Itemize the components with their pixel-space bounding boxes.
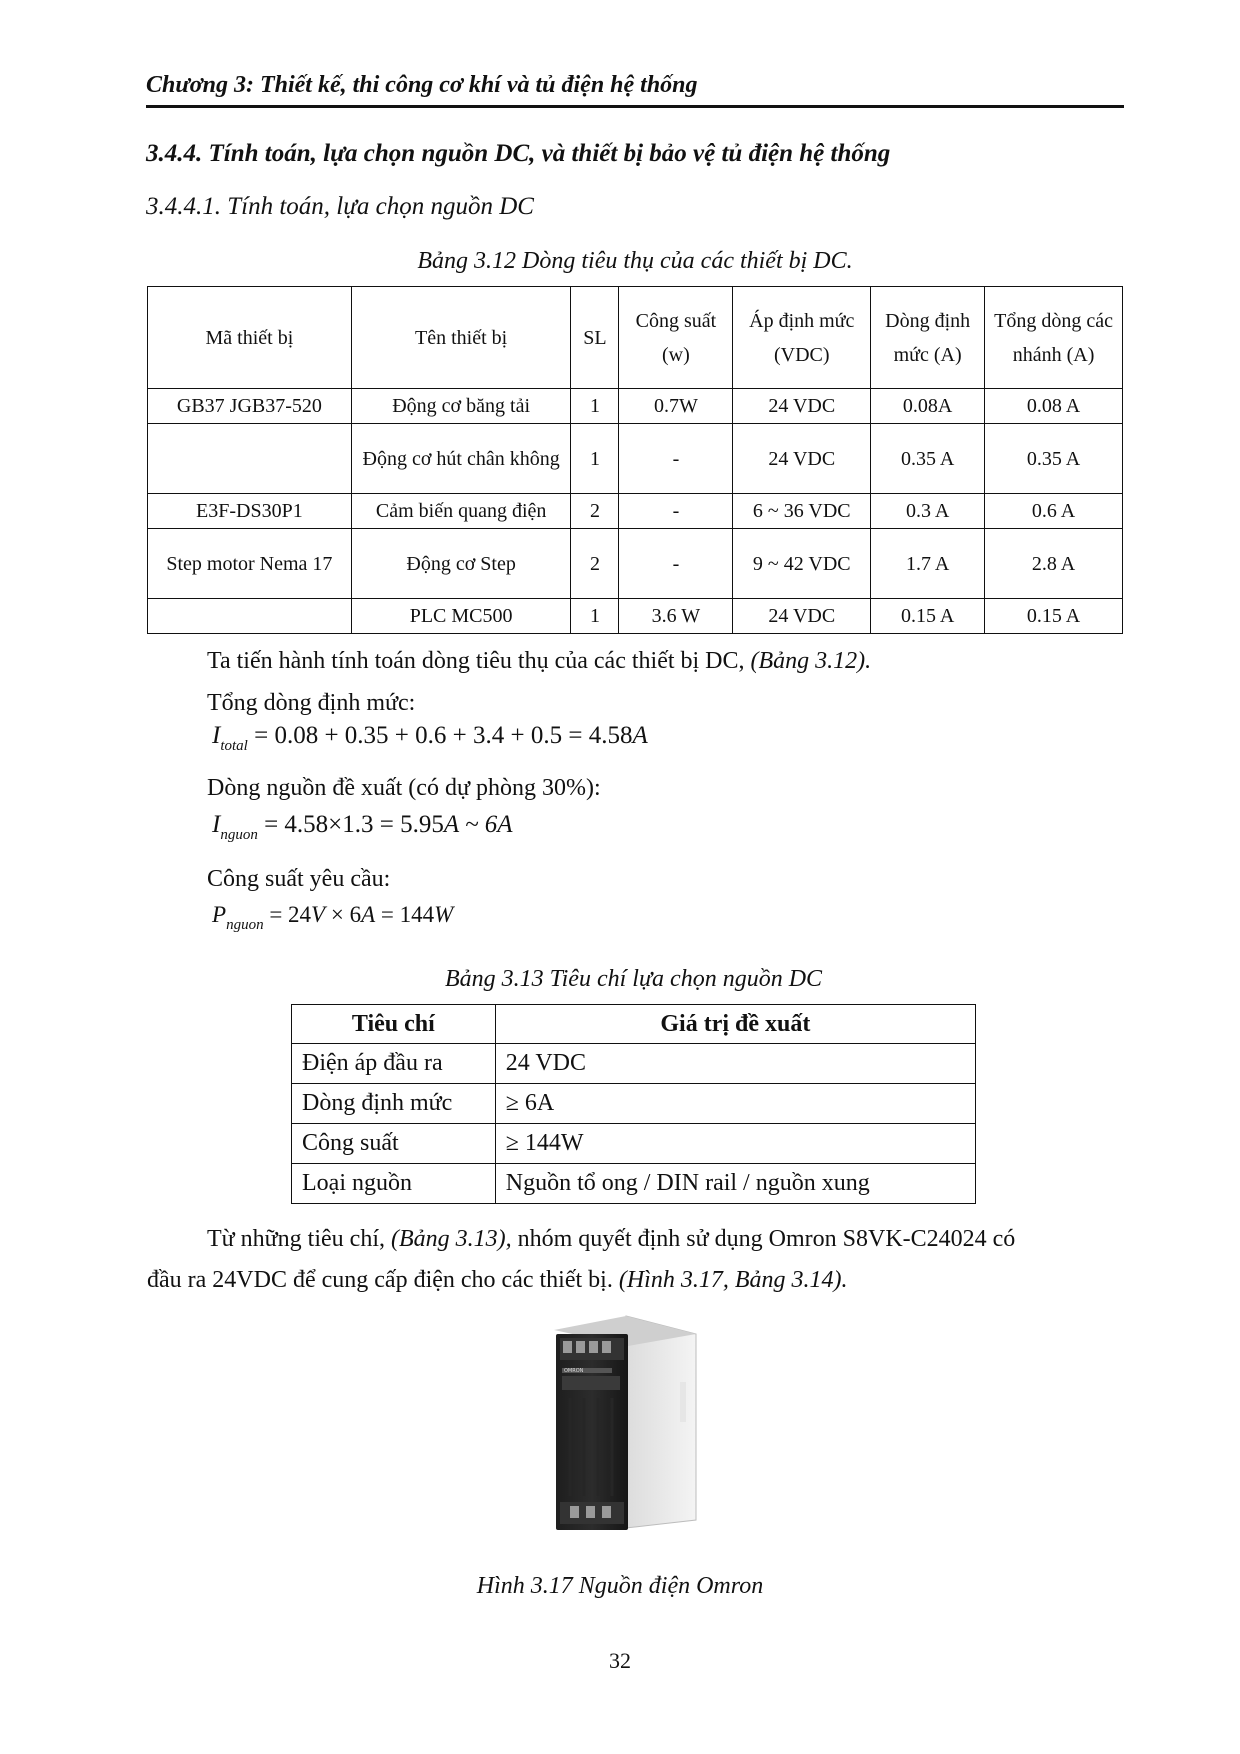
column-header: Dòng định mức (A) bbox=[871, 287, 985, 389]
table-cell: Công suất bbox=[292, 1124, 496, 1164]
column-header: Tổng dòng các nhánh (A) bbox=[985, 287, 1123, 389]
table-row bbox=[148, 529, 1123, 599]
dc-devices-table bbox=[147, 286, 1123, 634]
eq-variable: I bbox=[212, 811, 221, 838]
table-cell: ≥ 6A bbox=[495, 1084, 975, 1124]
table-cell: PLC MC500 bbox=[351, 599, 571, 634]
table-cell: Cảm biến quang điện bbox=[351, 494, 571, 529]
table-cell: 0.08 A bbox=[985, 389, 1123, 424]
total-current-equation bbox=[212, 722, 648, 755]
table-cell bbox=[148, 599, 352, 634]
total-current-label: Tổng dòng định mức: bbox=[207, 690, 416, 716]
table-cell: ≥ 144W bbox=[495, 1124, 975, 1164]
table-cell bbox=[148, 424, 352, 494]
column-header: SL bbox=[571, 287, 619, 389]
table-row bbox=[148, 599, 1123, 634]
table-header-row bbox=[148, 287, 1123, 389]
power-label: Công suất yêu cầu: bbox=[207, 866, 391, 892]
table-cell: Điện áp đầu ra bbox=[292, 1044, 496, 1084]
header-divider bbox=[146, 105, 1124, 108]
eq-subscript: total bbox=[220, 738, 248, 754]
calc-intro-text: Ta tiến hành tính toán dòng tiêu thụ của các thiết bị DC, bbox=[207, 648, 751, 674]
chapter-header: Chương 3: Thiết kế, thi công cơ khí và tủ điện hệ thống bbox=[146, 72, 698, 98]
table-cell: 1 bbox=[571, 599, 619, 634]
supply-current-label: Dòng nguồn đề xuất (có dự phòng 30%): bbox=[207, 775, 601, 801]
conclusion-line-2 bbox=[147, 1267, 848, 1294]
table-row bbox=[292, 1164, 976, 1204]
table-cell: 24 VDC bbox=[733, 389, 871, 424]
calc-intro bbox=[207, 648, 871, 675]
table-reference: (Bảng 3.12). bbox=[750, 648, 872, 674]
eq-unit: A ~ 6A bbox=[443, 811, 513, 838]
table-cell: GB37 JGB37-520 bbox=[148, 389, 352, 424]
table-cell: 24 VDC bbox=[733, 424, 871, 494]
eq-expression: = 144 bbox=[375, 902, 435, 927]
table-row bbox=[292, 1124, 976, 1164]
table-cell: 9 ~ 42 VDC bbox=[733, 529, 871, 599]
table-cell: 1.7 A bbox=[871, 529, 985, 599]
eq-expression: = 24 bbox=[263, 902, 312, 927]
table-cell: 2 bbox=[571, 494, 619, 529]
eq-unit: A bbox=[361, 902, 376, 927]
page-number: 32 bbox=[609, 1648, 631, 1673]
table-cell: 2.8 A bbox=[985, 529, 1123, 599]
table-cell: 0.35 A bbox=[871, 424, 985, 494]
table-row bbox=[148, 424, 1123, 494]
eq-unit: V bbox=[311, 902, 326, 927]
dc-criteria-table bbox=[291, 1004, 976, 1204]
column-header: Tiêu chí bbox=[292, 1005, 496, 1044]
table-cell: 1 bbox=[571, 389, 619, 424]
table-cell: 2 bbox=[571, 529, 619, 599]
power-equation bbox=[212, 902, 453, 934]
conclusion-text: Từ những tiêu chí, bbox=[207, 1226, 391, 1252]
table-cell: 1 bbox=[571, 424, 619, 494]
table-cell: 0.6 A bbox=[985, 494, 1123, 529]
eq-expression: = 0.08 + 0.35 + 0.6 + 3.4 + 0.5 = 4.58 bbox=[247, 722, 633, 749]
table2-caption: Bảng 3.13 Tiêu chí lựa chọn nguồn DC bbox=[444, 966, 823, 992]
table-cell: Step motor Nema 17 bbox=[148, 529, 352, 599]
table-cell: - bbox=[619, 529, 733, 599]
table-row bbox=[148, 494, 1123, 529]
eq-subscript: nguon bbox=[220, 827, 258, 843]
brand-label: OMRON bbox=[564, 1368, 584, 1374]
supply-current-equation bbox=[212, 811, 513, 844]
table-cell: 0.15 A bbox=[985, 599, 1123, 634]
eq-variable: I bbox=[212, 722, 221, 749]
table-cell: Động cơ Step bbox=[351, 529, 571, 599]
omron-power-supply-image bbox=[548, 1310, 708, 1530]
table-cell: 0.08A bbox=[871, 389, 985, 424]
table-cell: 24 VDC bbox=[733, 599, 871, 634]
table-row bbox=[292, 1084, 976, 1124]
table-row bbox=[148, 389, 1123, 424]
table-cell: E3F-DS30P1 bbox=[148, 494, 352, 529]
column-header: Mã thiết bị bbox=[148, 287, 352, 389]
table-reference: (Bảng 3.13), bbox=[390, 1226, 512, 1252]
table1-caption: Bảng 3.12 Dòng tiêu thụ của các thiết bị DC. bbox=[417, 248, 853, 274]
section-heading: 3.4.4. Tính toán, lựa chọn nguồn DC, và thiết bị bảo vệ tủ điện hệ thống bbox=[146, 140, 891, 167]
conclusion-text: nhóm quyết định sử dụng Omron S8VK-C24024 có bbox=[511, 1226, 1016, 1252]
conclusion-text: đầu ra 24VDC để cung cấp điện cho các thiết bị. bbox=[147, 1267, 619, 1293]
subsection-heading: 3.4.4.1. Tính toán, lựa chọn nguồn DC bbox=[146, 193, 534, 220]
table-cell: - bbox=[619, 424, 733, 494]
table-cell: Động cơ băng tải bbox=[351, 389, 571, 424]
eq-expression: = 4.58×1.3 = 5.95 bbox=[257, 811, 444, 838]
table-header-row bbox=[292, 1005, 976, 1044]
eq-variable: P bbox=[212, 902, 227, 927]
eq-unit: A bbox=[632, 722, 648, 749]
table-cell: 3.6 W bbox=[619, 599, 733, 634]
table-cell: Động cơ hút chân không bbox=[351, 424, 571, 494]
table-cell: 0.3 A bbox=[871, 494, 985, 529]
eq-subscript: nguon bbox=[226, 917, 264, 933]
table-cell: 0.15 A bbox=[871, 599, 985, 634]
column-header: Công suất (w) bbox=[619, 287, 733, 389]
eq-expression: × 6 bbox=[325, 902, 362, 927]
figure-caption: Hình 3.17 Nguồn điện Omron bbox=[476, 1573, 764, 1599]
table-cell: 0.7W bbox=[619, 389, 733, 424]
table-cell: Dòng định mức bbox=[292, 1084, 496, 1124]
table-cell: 24 VDC bbox=[495, 1044, 975, 1084]
table-cell: - bbox=[619, 494, 733, 529]
column-header: Giá trị đề xuất bbox=[495, 1005, 975, 1044]
eq-unit: W bbox=[434, 902, 454, 927]
table-cell: Loại nguồn bbox=[292, 1164, 496, 1204]
table-cell: Nguồn tổ ong / DIN rail / nguồn xung bbox=[495, 1164, 975, 1204]
table-cell: 6 ~ 36 VDC bbox=[733, 494, 871, 529]
column-header: Tên thiết bị bbox=[351, 287, 571, 389]
conclusion-line-1 bbox=[207, 1226, 1015, 1253]
table-cell: 0.35 A bbox=[985, 424, 1123, 494]
figure-reference: (Hình 3.17, Bảng 3.14). bbox=[618, 1267, 848, 1293]
table-row bbox=[292, 1044, 976, 1084]
column-header: Áp định mức (VDC) bbox=[733, 287, 871, 389]
